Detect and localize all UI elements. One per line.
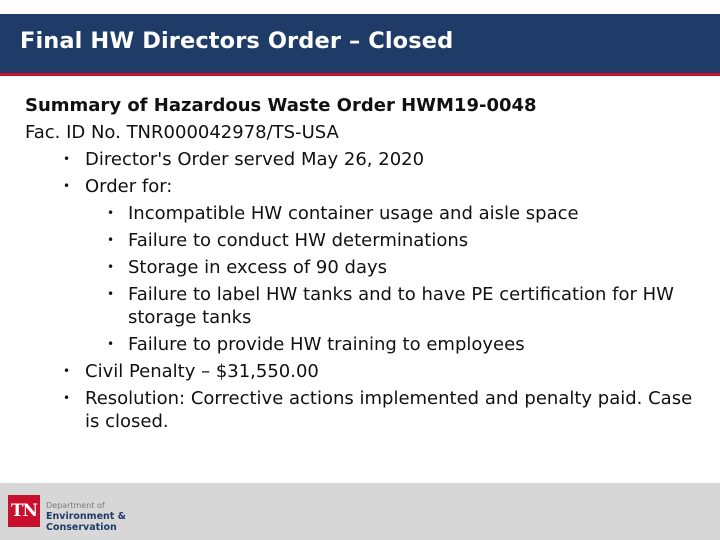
bullet-icon: • [107, 233, 115, 247]
bullet-icon: • [107, 206, 115, 220]
dept-name-line1: Environment & [46, 511, 126, 522]
bullet-text: Director's Order served May 26, 2020 [85, 149, 425, 170]
bullet-order-for [25, 173, 695, 200]
order-item [25, 281, 695, 331]
order-item-text: Storage in excess of 90 days [128, 257, 388, 278]
order-item [25, 227, 695, 254]
bullet-order-served [25, 146, 695, 173]
bullet-icon: • [107, 260, 115, 274]
summary-heading: Summary of Hazardous Waste Order HWM19-0048 [25, 95, 537, 116]
order-item-text: Failure to provide HW training to employees [128, 334, 525, 355]
bullet-icon: • [63, 179, 71, 193]
order-item-text: Incompatible HW container usage and aisle space [128, 203, 579, 224]
title-bar [0, 14, 720, 76]
bullet-text: Resolution: Corrective actions implemented and penalty paid. Case is closed. [85, 388, 693, 432]
order-item [25, 200, 695, 227]
top-strip [0, 0, 720, 14]
bullet-resolution [25, 385, 695, 435]
order-item [25, 331, 695, 358]
slide-title: Final HW Directors Order – Closed [20, 28, 454, 54]
bullet-icon: • [107, 337, 115, 351]
bullet-list [25, 146, 695, 435]
bullet-text: Civil Penalty – $31,550.00 [85, 361, 319, 382]
bullet-icon: • [63, 152, 71, 166]
order-item-text: Failure to label HW tanks and to have PE certification for HW storage tanks [128, 284, 674, 328]
dept-label: Department of [46, 501, 105, 510]
bullet-civil-penalty [25, 358, 695, 385]
facility-id: Fac. ID No. TNR000042978/TS-USA [25, 122, 339, 143]
tn-logo: TN [8, 495, 40, 527]
bullet-icon: • [63, 391, 71, 405]
dept-name-line2: Conservation [46, 522, 117, 533]
bullet-text: Order for: [85, 176, 173, 197]
order-item-text: Failure to conduct HW determinations [128, 230, 469, 251]
slide-content [25, 92, 695, 435]
bullet-icon: • [107, 287, 115, 301]
order-item [25, 254, 695, 281]
bullet-icon: • [63, 364, 71, 378]
